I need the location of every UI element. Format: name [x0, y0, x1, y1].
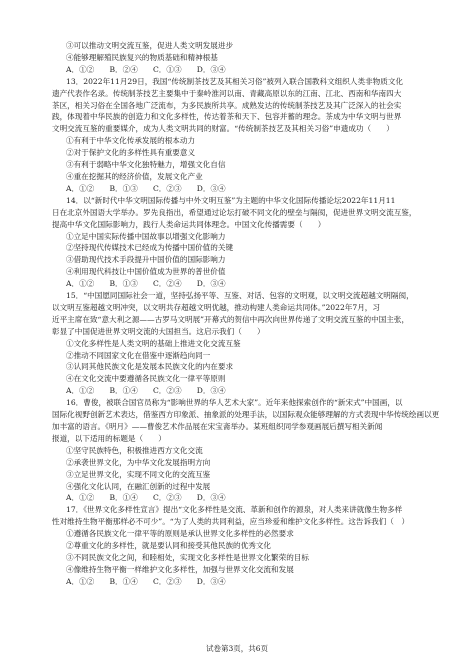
- question-line: 14．以“新时代中华文明国际传播与中外文明互鉴”为主题的中华文化国际传播论坛2022年11月11: [66, 195, 396, 205]
- question-line: 遗产代表作名录。传统制茶技艺主要集中于秦岭淮河以南、青藏高原以东的江南、江北、西南和华南四大: [52, 88, 402, 98]
- question-line: 国际化视野创新艺术表达，借鉴西方印象派、抽象派的处理手法，以国际观众能够理解的方式表现中华传统绘画以更: [52, 410, 440, 420]
- answer-choices: A．①② B．①④ C．②③ D．③④: [66, 576, 226, 586]
- option-line: ②坚持现代传媒技术已经成为传播中国价值的关键: [66, 243, 234, 253]
- option-line: ③立足世界文化，实现不同文化的交流互鉴: [66, 469, 211, 479]
- option-line: ④重在挖掘其的经济价值，发展文化产业: [66, 171, 203, 181]
- answer-choices: A．①② B．②④ C．①③ D．③④: [66, 64, 226, 74]
- option-line: ①立足中国实际传播中国故事以增强文化影响力: [66, 231, 226, 241]
- option-line: ④强化文化认同，在融汇创新的过程中发展: [66, 481, 211, 491]
- question-line: 15．“中国愿同国际社会一道，坚持弘扬平等、互鉴、对话、包容的文明观，以文明交流超越文明隔阂，: [66, 291, 414, 301]
- question-line: 13．2022年11月29日，我国“传统制茶技艺及其相关习俗”被列入联合国教科文组织人类非物质文化: [66, 76, 404, 86]
- page-footer: 试卷第3页，共6页: [205, 644, 269, 653]
- question-line: 文明交流互鉴的重要媒介，成为人类文明共同的财富。“传统制茶技艺及其相关习俗”申遗成功（ ）: [52, 124, 394, 134]
- answer-choices: A．①② B．①③ C．②④ D．③④: [66, 279, 226, 289]
- option-line: ①有利于中华文化传承发展的根本动力: [66, 136, 196, 146]
- question-line: 16．曹俊，被联合国官员称为“影响世界的华人艺术大家”。近年来他探索创作的“新宋式”中国画，以: [66, 398, 403, 408]
- option-line: ③认同其他民族文化是发展本民族文化的内在要求: [66, 362, 234, 372]
- question-line: 性对维持生物平衡那样必不可少”。“为了人类的共同利益，应当珍爱和维护文化多样性。这告诉我们（ ）: [52, 517, 410, 527]
- question-line: 近平主席在致“意大利之源——古罗马文明展”开幕式的贺信中再次向世界传递了文明交流互鉴的中国主张，: [52, 314, 410, 324]
- option-line: ③不同民族文化之间，和睦相处，实现文化多样性是世界文化繁荣的目标: [66, 552, 309, 562]
- question-line: 践，体现着中华民族的创造力和文化多样性，传达着茶和天下、包容并蓄的理念。茶成为中华文明与世界: [52, 112, 402, 122]
- option-line: ①文化多样性是人类文明的基础上推进文化交流互鉴: [66, 338, 241, 348]
- question-text-body: [52, 40, 448, 588]
- option-line: ③有利于弱略中华文化独特魅力，增强文化自信: [66, 160, 226, 170]
- option-line: ②尊重文化的多样性，就是要认同和接受其他民族的优秀文化: [66, 541, 272, 551]
- option-line: ①遵循各民族文化一律平等的原则是承认世界文化多样性的必然要求: [66, 529, 294, 539]
- option-line: ①坚守民族特色，积极推进西方文化交流: [66, 445, 203, 455]
- option-line: ④能够理解殖民族复兴的物质基础和精神根基: [66, 52, 218, 62]
- option-line: ④像维持生物平衡一样维护文化多样性，加强与世界文化交流和发展: [66, 564, 294, 574]
- question-line: 茶区，相关习俗在全国各地广泛流布，为多民族所共享。成熟发达的传统制茶技艺及其广泛深入的社会实: [52, 100, 402, 110]
- option-line: ③借助现代技术手段提升中国价值的国际影响力: [66, 255, 226, 265]
- option-line: ③可以推动文明交流互鉴，促进人类文明发展进步: [66, 41, 234, 50]
- question-line: 17．《世界文化多样性宣言》提出“文化多样性是交流、革新和创作的源泉，对人类来讲就像生物多样: [66, 505, 403, 515]
- option-line: ②承袭世界文化，为中华文化发展指明方向: [66, 457, 211, 467]
- question-line: 报道，以下适用的标题是（ ）: [52, 433, 166, 443]
- question-line: 彰显了中国促进世界文明交流的大国担当。这启示我们（ ）: [52, 326, 265, 336]
- answer-choices: A．①② B．①④ C．②③ D．③④: [66, 493, 226, 503]
- option-line: ②推动不同国家文化在借鉴中逐渐趋向同一: [66, 350, 211, 360]
- question-line: 以文明互鉴超越文明冲突，以文明共存超越文明优越，推动构建人类命运共同体。”2022年7月，习: [52, 302, 380, 312]
- question-line: 日在北京外国语大学举办。罗先良指出，希望通过论坛打破不同文化的壁垒与隔阂，促进世界文明交流互鉴，: [52, 207, 417, 217]
- option-line: ④在文化交流中要遵循各民族文化一律平等原则: [66, 374, 226, 384]
- question-line: 提高中华文化国际影响力，践行人类命运共同体理念。中国文化传播需要（ ）: [52, 219, 326, 229]
- option-line: ④利用现代科技让中国价值成为世界的普世价值: [66, 267, 226, 277]
- answer-choices: A．①② B．①③ C．②③ D．③④: [66, 183, 226, 193]
- question-line: 加丰富的语言。《明月》——曹俊艺术作品展在宋宝斋举办。某班组织同学参观画展后撰写相关新闻: [52, 422, 383, 431]
- option-line: ②对于保护文化的多样性具有重要意义: [66, 148, 196, 158]
- answer-choices: A．①② B．①④ C．②③ D．③④: [66, 386, 226, 396]
